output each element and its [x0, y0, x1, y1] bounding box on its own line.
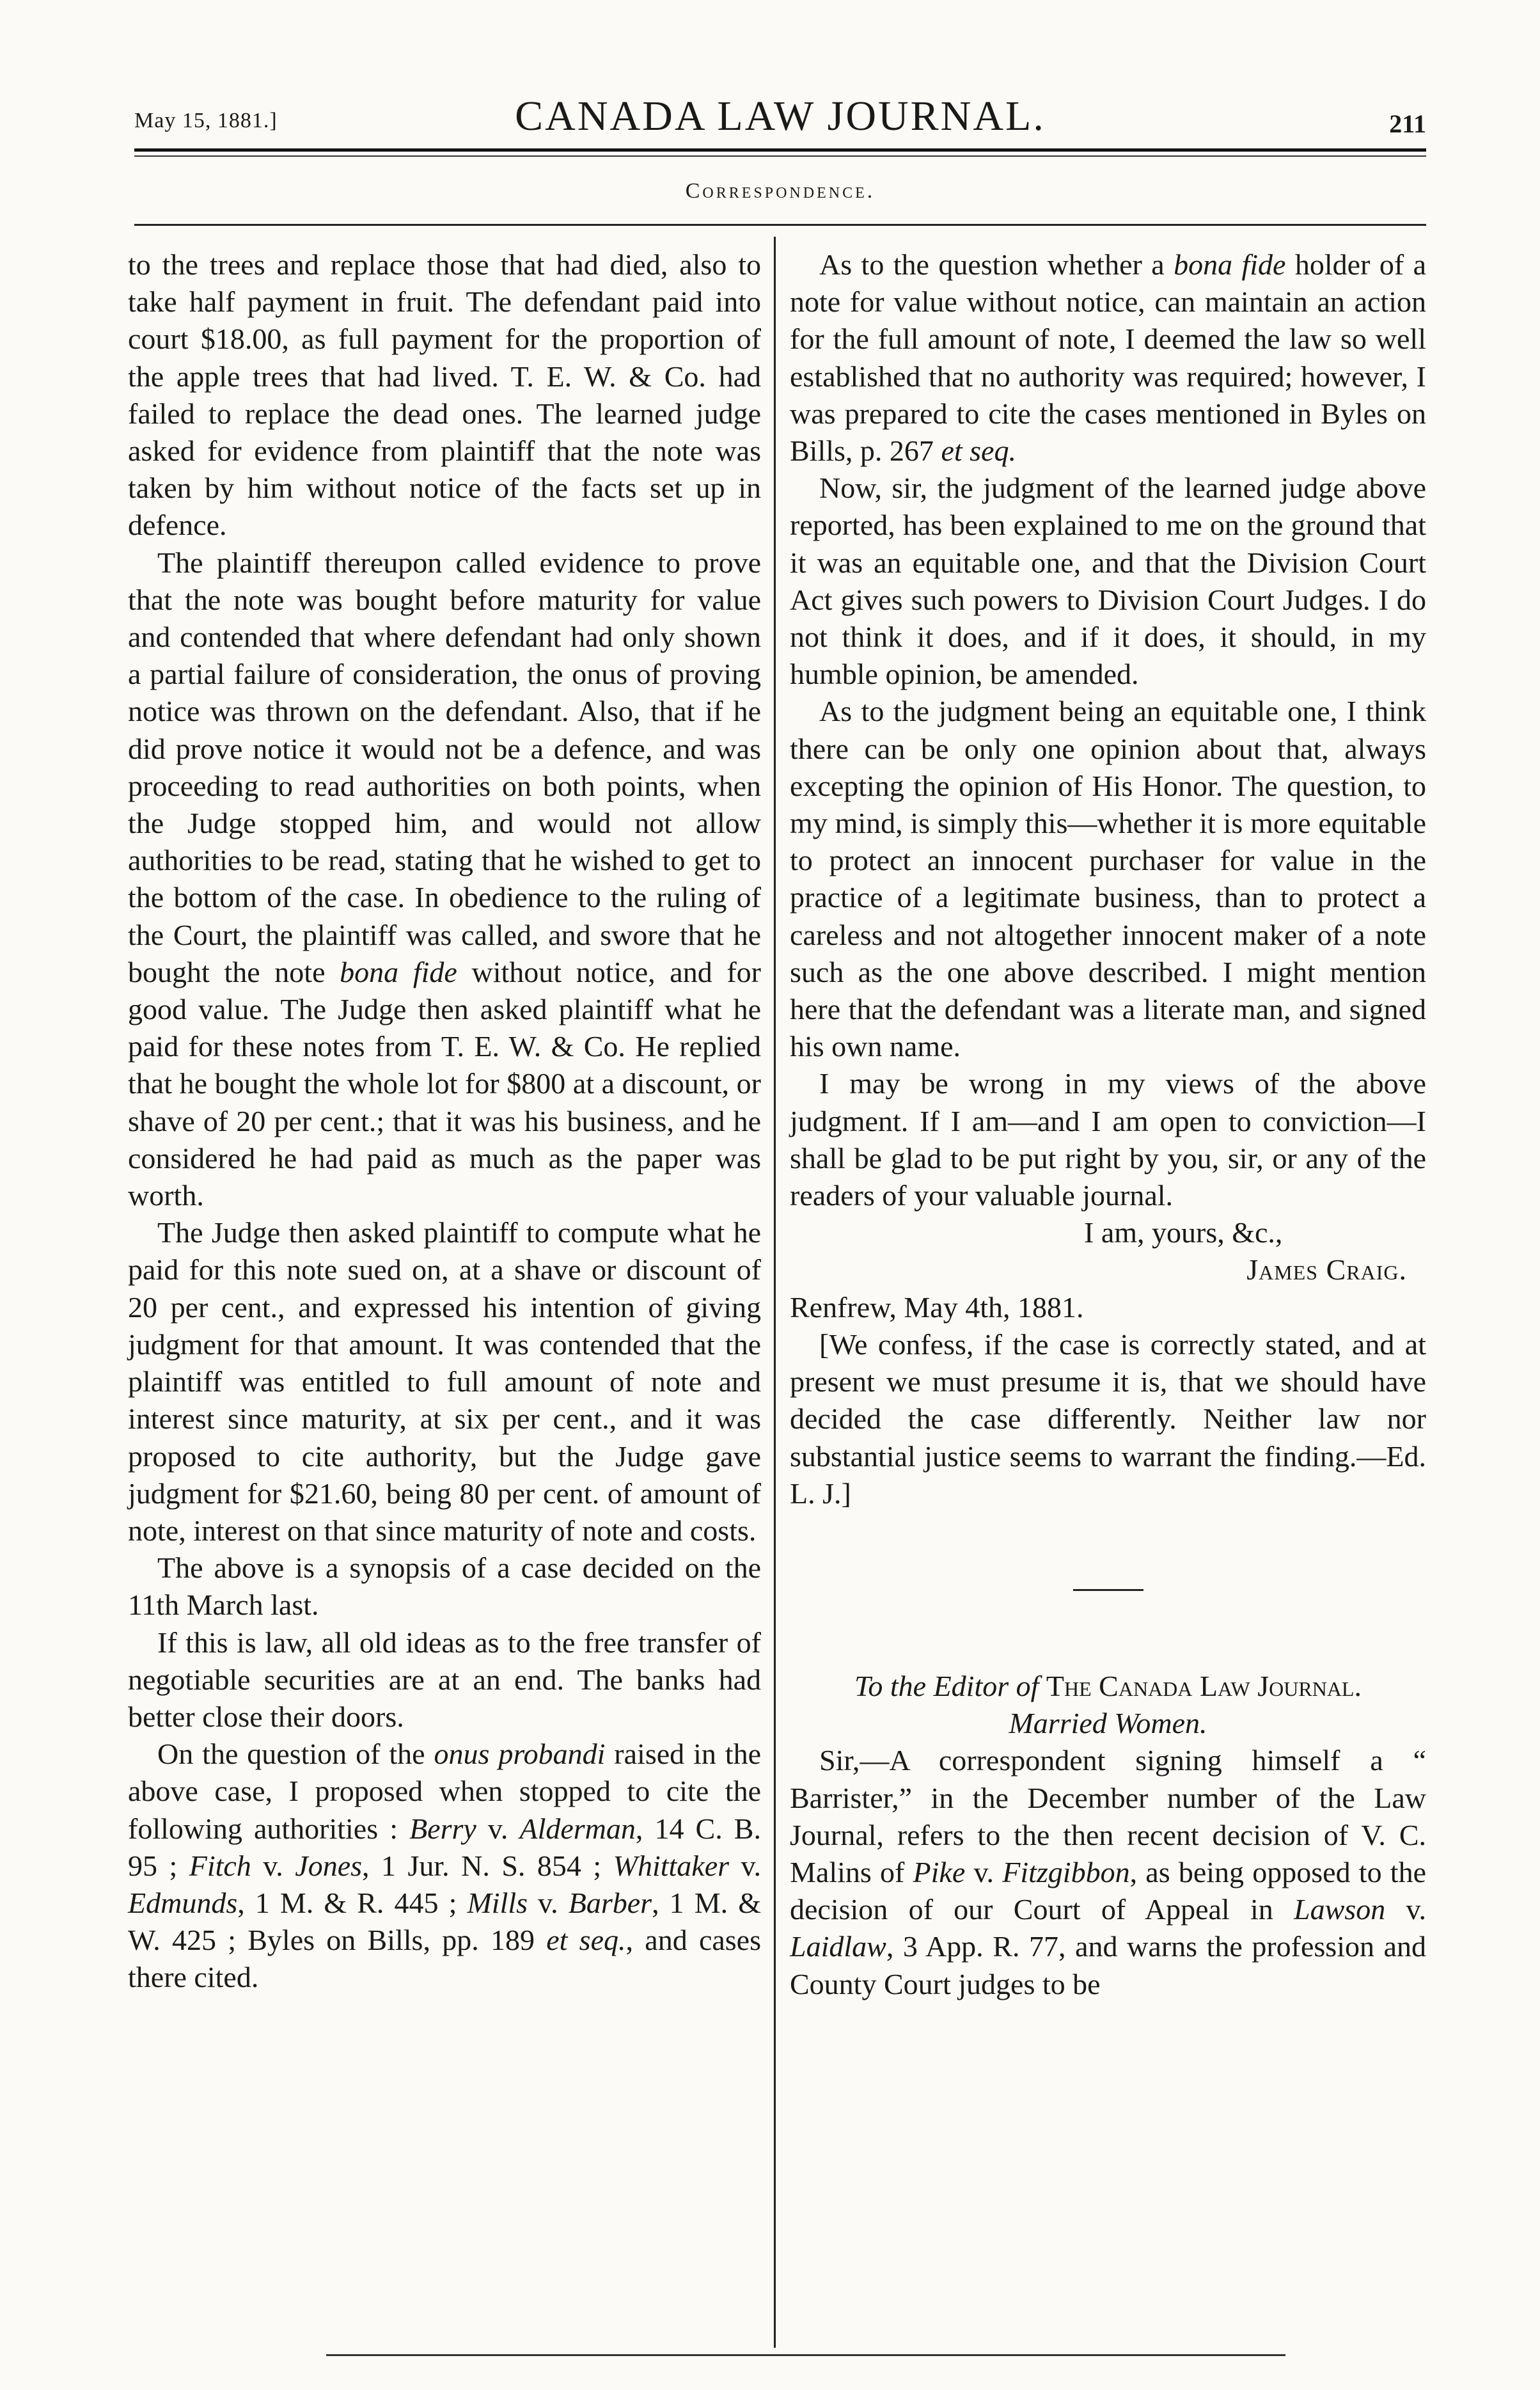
header-rule-thin	[134, 155, 1426, 157]
header-rule	[134, 148, 1426, 152]
letter-subtitle: Married Women.	[1009, 1707, 1207, 1740]
paragraph: As to the judgment being an equitable one, I think there can be only one opinion about that, always excepting the opinion of His Honor. The question, to my mind, is simply this—whether it is more equitable to protect an innocent purchaser for value in the practice of a legitimate business, than to protect a careless and not altogether innocent maker of a note such as the one above described. I might mention here that the defendant was a literate man, and signed his own name.	[790, 695, 1426, 1063]
paragraph: The plaintiff thereupon called evidence to prove that the note was bought before maturity for value and contended that where defendant had only shown a partial failure of consideration, the onus of proving notice was thrown on the defendant. Also, that if he did prove notice it would not be a defence, and was proceeding to read authorities on both points, when the Judge stopped him, and would not allow authorities to be read, stating that he wished to get to the bottom of the case. In obedience to the ruling of the Court, the plaintiff was called, and swore that he bought the note bona fide without notice, and for good value. The Judge then asked plaintiff what he paid for these notes from T. E. W. & Co. He replied that he bought the whole lot for $800 at a discount, or shave of 20 per cent.; that it was his business, and he considered he had paid as much as the paper was worth.	[128, 546, 761, 1212]
right-column	[790, 246, 1426, 2003]
paragraph: As to the question whether a bona fide holder of a note for value without notice, can maintain an action for the full amount of note, I deemed the law so well established that no authority was required; however, I was prepared to cite the cases mentioned in Byles on Bills, p. 267 et seq.	[790, 248, 1426, 468]
paragraph: Sir,—A correspondent signing himself a “ Barrister,” in the December number of the Law Journal, refers to the then recent decision of V. C. Malins of Pike v. Fitzgibbon, as being opposed to the decision of our Court of Appeal in Lawson v. Laidlaw, 3 App. R. 77, and warns the profession and County Court judges to be	[790, 1744, 1427, 2000]
section-rule	[134, 224, 1426, 226]
section-heading: Correspondence.	[685, 179, 876, 203]
footer-rule	[326, 2354, 1285, 2356]
column-divider	[774, 237, 776, 2348]
paragraph: The Judge then asked plaintiff to compute what he paid for this note sued on, at a shave or discount of 20 per cent., and expressed his intention of giving judgment for that amount. It was contended that the plaintiff was entitled to full amount of note and interest since maturity, at six per cent., and it was proposed to cite authority, but the Judge gave judgment for $21.60, being 80 per cent. of amount of note, interest on that since maturity of note and costs.	[128, 1216, 761, 1547]
signer-name: James Craig.	[1246, 1253, 1407, 1286]
running-header	[134, 83, 1426, 147]
paragraph: Now, sir, the judgment of the learned judge above reported, has been explained to me on the ground that it was an equitable one, and that the Division Court Act gives such powers to Division Court Judges. I do not think it does, and if it does, it should, in my humble opinion, be amended.	[790, 471, 1426, 691]
page-number: 211	[1389, 109, 1426, 138]
left-column	[128, 246, 761, 1997]
paragraph: If this is law, all old ideas as to the free transfer of negotiable securities are at an end. The banks had better close their doors.	[128, 1626, 761, 1733]
place-date: Renfrew, May 4th, 1881.	[790, 1290, 1084, 1324]
editor-note: [We confess, if the case is correctly stated, and at present we must presume it is, that we should have decided the case differently. Neither law nor substantial justice seems to warrant the finding.—Ed. L. J.]	[790, 1327, 1426, 1510]
paragraph: I may be wrong in my views of the above judgment. If I am—and I am open to conviction—I shall be glad to be put right by you, sir, or any of the readers of your valuable journal.	[790, 1067, 1426, 1212]
paragraph: The above is a synopsis of a case decided on the 11th March last.	[128, 1551, 761, 1622]
paragraph: to the trees and replace those that had died, also to take half payment in fruit. The defendant paid into court $18.00, as full payment for the proportion of the apple trees that had lived. T. E. W. & Co. had failed to replace the dead ones. The learned judge asked for evidence from plaintiff that the note was taken by him without notice of the facts set up in defence.	[128, 248, 761, 542]
separator-rule	[1073, 1589, 1143, 1591]
citations-paragraph: On the question of the onus probandi raised in the above case, I proposed when stopped to cite the following authorities : Berry v. Alderman, 14 C. B. 95 ; Fitch v. Jones, 1 Jur. N. S. 854 ; Whittaker v. Edmunds, 1 M. & R. 445 ; Mills v. Barber, 1 M. & W. 425 ; Byles on Bills, pp. 189 et seq., and cases there cited.	[128, 1737, 762, 1994]
sign-off: I am, yours, &c.,	[1084, 1216, 1283, 1249]
letter-address: To the Editor of The Canada Law Journal.	[854, 1669, 1362, 1702]
issue-date: May 15, 1881.]	[134, 109, 278, 132]
journal-title: CANADA LAW JOURNAL.	[515, 93, 1046, 139]
